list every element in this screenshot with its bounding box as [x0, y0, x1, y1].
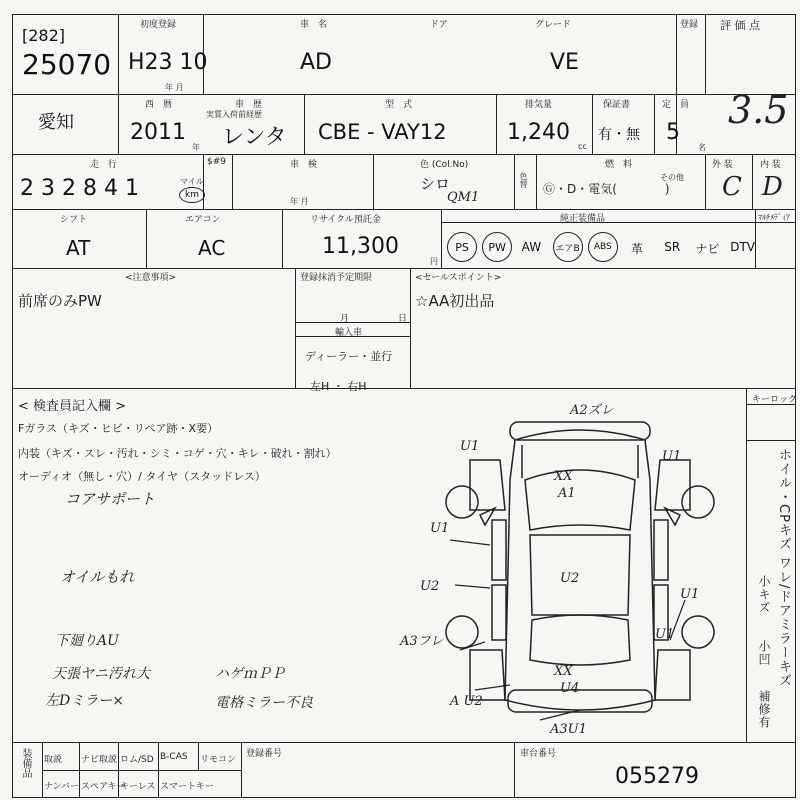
- day-label: 日: [398, 314, 408, 324]
- handwritten-note-1: コアサポート: [65, 490, 156, 508]
- inspector-line-1: Fガラス（キズ・ヒビ・リペア跡・X要）: [18, 422, 219, 435]
- vertical-note-main: ホイル・CPキズ ワレ/ドアミラーキズ: [776, 448, 791, 688]
- exterior: C: [722, 172, 742, 202]
- warranty-label: 保証書: [603, 100, 631, 110]
- equipment-item: PW: [482, 232, 512, 262]
- score-label: 評 価 点: [720, 19, 760, 32]
- mark-2: U1: [430, 521, 450, 536]
- inspection-units: 年 月: [290, 197, 309, 206]
- equip-label: 装備品: [20, 748, 31, 778]
- mark-6: XX: [554, 469, 573, 484]
- recycle-label: リサイクル預託金: [310, 215, 381, 225]
- model-label: 型 式: [385, 100, 413, 110]
- mileage-unit: km: [185, 190, 199, 200]
- door-front-left: [492, 520, 506, 580]
- car-damage-diagram: [400, 400, 730, 740]
- reg-number-label: 登録番号: [246, 749, 283, 759]
- color-label: 色 (Col.No): [420, 160, 469, 170]
- vertical-note-3: 小凹: [757, 640, 771, 666]
- vertical-note-2: 小キズ: [757, 575, 771, 614]
- handwritten-note-5: 左Dミラー×: [45, 693, 124, 709]
- rear-bumper: [508, 690, 652, 712]
- sales-label: <セールスポイント>: [415, 273, 502, 283]
- door-label: ドア: [430, 20, 448, 30]
- capacity-unit: 名: [698, 143, 706, 152]
- fuel-label: 燃 料: [605, 160, 633, 170]
- model: CBE - VAY12: [318, 120, 447, 144]
- year-unit: 年: [192, 143, 200, 152]
- first-reg-units: 年 月: [165, 83, 184, 92]
- inspector-title: < 検査員記入欄 >: [18, 399, 127, 414]
- handle: 左H ・ 右H: [310, 380, 367, 393]
- reg-label: 登録: [680, 20, 699, 30]
- recycle: 11,300: [322, 234, 399, 259]
- equipment-item: ABS: [588, 232, 618, 262]
- mark-8: U2: [560, 571, 580, 586]
- reg-expiry-label: 登録抹消予定期限: [300, 273, 373, 283]
- lot-number: 25070: [22, 48, 112, 81]
- bottom-item: ナビ取説: [81, 755, 118, 765]
- mileage: 2 3 2 8 4 1: [20, 176, 139, 201]
- bottom-item: B-CAS: [160, 752, 188, 762]
- equipment-label: 純正装備品: [560, 214, 606, 224]
- bottom-item: 取説: [44, 755, 63, 765]
- wheel-front-right: [682, 486, 714, 518]
- multimedia-label: ﾏﾙﾁﾒﾃﾞｨｱ: [758, 213, 790, 222]
- chassis-label: 車台番号: [520, 749, 557, 759]
- car-body-outline: [505, 430, 655, 710]
- handwritten-note-4: 天張ヤニ汚れ大: [52, 666, 150, 682]
- recycle-unit: 円: [430, 257, 438, 266]
- mileage-label: 走 行: [90, 160, 118, 170]
- handwritten-note-7: 電格ミラー不良: [215, 695, 313, 711]
- wheel-rear-left: [446, 616, 478, 648]
- keylock-label: キーロック: [752, 395, 797, 405]
- bottom-item: スマートキー: [160, 782, 214, 792]
- vertical-note-4: 補修有: [757, 690, 771, 729]
- color: シロ: [420, 175, 451, 193]
- equipment-item: AW: [521, 240, 542, 254]
- car-roof: [530, 535, 630, 615]
- fuel-other: その他: [660, 173, 684, 182]
- interior-label: 内 装: [760, 160, 781, 170]
- door-rear-left: [492, 585, 506, 640]
- color-change-label: 色替: [519, 172, 528, 188]
- mileage-unit-top: マイル: [180, 177, 204, 186]
- capacity-label: 定 員: [662, 100, 690, 110]
- mark-3: U2: [420, 579, 440, 594]
- import-type: ディーラー・並行: [305, 350, 393, 363]
- warranty: 有・無: [598, 127, 640, 143]
- front-bumper: [510, 422, 650, 440]
- equipment-item: PS: [447, 232, 477, 262]
- cc: 1,240: [507, 120, 570, 145]
- sales-point: ☆AA初出品: [415, 292, 495, 310]
- equipment-item: 革: [630, 242, 643, 256]
- bottom-item: キーレス: [120, 782, 156, 792]
- grade: VE: [550, 50, 579, 75]
- exterior-label: 外 装: [712, 160, 733, 170]
- mark-7: A1: [558, 486, 576, 501]
- mark-14: A3U1: [550, 722, 587, 737]
- km-circle: [179, 187, 205, 203]
- inspector-line-3: オーディオ（無し・穴）/ タイヤ（スタッドレス）: [18, 470, 266, 483]
- chassis: 055279: [615, 764, 699, 789]
- region: 愛知: [38, 112, 74, 133]
- meter-change-label: $#9: [207, 157, 226, 167]
- handwritten-note-3: 下廻りAU: [55, 633, 119, 649]
- score: 3.5: [728, 88, 789, 132]
- equipment-item: DTV: [730, 240, 755, 254]
- shift: AT: [66, 236, 91, 260]
- bottom-item: ロム/SD: [120, 755, 154, 765]
- bottom-item: リモコン: [200, 755, 237, 765]
- import-label: 輸入車: [335, 328, 363, 338]
- first-reg-value: H23 10: [128, 50, 208, 75]
- inspector-line-2: 内装（キズ・スレ・汚れ・シミ・コゲ・穴・キレ・破れ・割れ）: [18, 447, 337, 460]
- fuel-options: Ⓖ・D・電気( ): [543, 182, 670, 196]
- first-reg-label: 初度登録: [140, 20, 177, 30]
- year-label: 西 暦: [145, 100, 173, 110]
- car-name: AD: [300, 50, 332, 75]
- notes: 前席のみPW: [18, 292, 102, 310]
- grade-label: グレード: [535, 20, 572, 30]
- year: 2011: [130, 120, 186, 145]
- lot-label: [282]: [22, 26, 66, 45]
- mark-12: U4: [560, 681, 580, 696]
- car-rear-window: [530, 615, 630, 665]
- shift-label: シフト: [60, 215, 88, 225]
- wheel-rear-right: [682, 616, 714, 648]
- color-code: QM1: [447, 190, 480, 205]
- bottom-item: スペアキー: [81, 782, 126, 792]
- history-label: 車 歴: [235, 100, 263, 110]
- mark-10: U1: [662, 449, 682, 464]
- equipment-item: SR: [664, 240, 681, 254]
- cc-label: 排気量: [525, 100, 553, 110]
- door-front-right: [654, 520, 668, 580]
- history-sub: 実質入荷前経歴: [206, 110, 262, 119]
- ac: AC: [198, 236, 226, 260]
- ac-label: エアコン: [185, 215, 221, 225]
- bottom-item: ナンバー: [44, 782, 79, 792]
- mark-5: U1: [680, 587, 700, 602]
- handwritten-note-6: ハゲｍＰＰ: [215, 666, 285, 682]
- car-windshield: [525, 470, 635, 530]
- handwritten-note-2: オイルもれ: [60, 568, 135, 586]
- mark-0: A2ズレ: [570, 403, 614, 418]
- notes-label: <注意事項>: [125, 273, 177, 283]
- mark-13: A U2: [450, 694, 483, 709]
- interior: D: [762, 172, 783, 202]
- mark-4: A3フレ: [400, 634, 444, 649]
- cc-unit: cc: [578, 142, 587, 151]
- mark-11: XX: [554, 664, 573, 679]
- month-label: 月: [340, 314, 350, 324]
- equipment-item: エアB: [553, 232, 583, 262]
- equipment-item: ナビ: [695, 242, 720, 256]
- mark-9: U1: [655, 627, 675, 642]
- maker-label: 車 名: [300, 20, 328, 30]
- inspection-label: 車 検: [290, 160, 318, 170]
- mark-1: U1: [460, 439, 480, 454]
- history: レンタ: [222, 125, 287, 150]
- capacity: 5: [666, 120, 680, 145]
- wheel-front-left: [446, 486, 478, 518]
